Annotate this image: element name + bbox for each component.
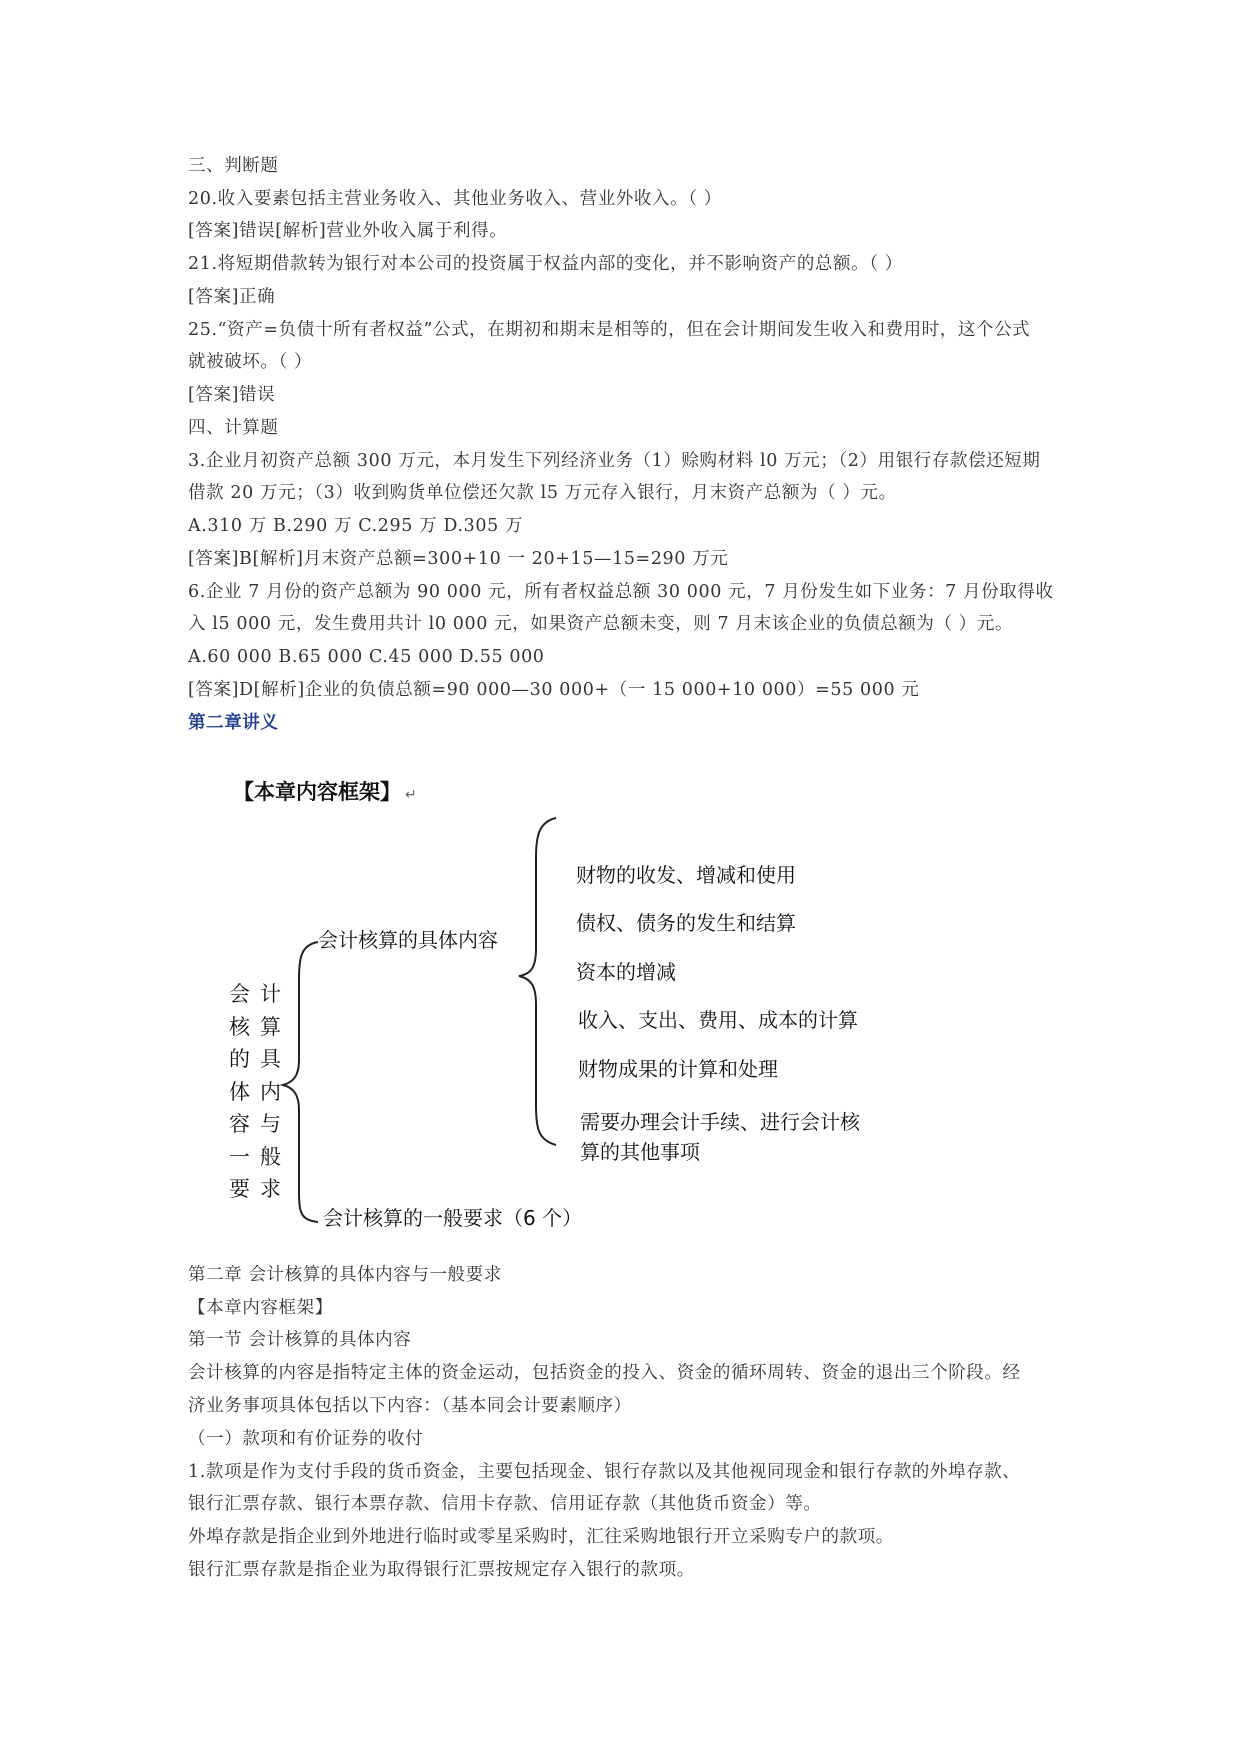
chapter-2-title: 第二章 会计核算的具体内容与一般要求 [188, 1265, 502, 1285]
paragraph-4: 银行汇票存款是指企业为取得银行汇票按规定存入银行的款项。 [188, 1560, 695, 1580]
branch-general-requirements: 会计核算的一般要求（6 个） [323, 1206, 583, 1230]
question-3-line2: 借款 20 万元；（3）收到购货单位偿还欠款 l5 万元存入银行，月末资产总额为（ ）元。 [188, 483, 897, 503]
chapter-2-link[interactable]: 第二章讲义 [188, 713, 279, 733]
question-3-options: A.310 万 B.290 万 C.295 万 D.305 万 [188, 516, 524, 536]
question-20: 20.收入要素包括主营业务收入、其他业务收入、营业外收入。（ ） [188, 189, 722, 209]
diagram-heading: 【本章内容框架】 ↵ [233, 780, 417, 804]
return-mark-icon: ↵ [405, 787, 417, 803]
item-results: 财物成果的计算和处理 [578, 1057, 778, 1081]
question-6-line2: 入 l5 000 元，发生费用共计 l0 000 元，如果资产总额未变，则 7 月末该企业的负债总额为（ ）元。 [188, 614, 1014, 634]
answer-25: [答案]错误 [188, 385, 276, 405]
answer-6: [答案]D[解析]企业的负债总额=90 000—30 000+（一 15 000+10 000）=55 000 元 [188, 680, 920, 700]
chapter-framework-heading: 【本章内容框架】 [188, 1298, 333, 1318]
right-brace-icon [519, 818, 556, 1145]
paragraph-2-line1: 1.款项是作为支付手段的货币资金，主要包括现金、银行存款以及其他视同现金和银行存款的外埠存款、 [188, 1462, 1021, 1482]
question-6-line1: 6.企业 7 月份的资产总额为 90 000 元，所有者权益总额 30 000 元，7 月份发生如下业务：7 月份取得收 [188, 582, 1054, 602]
paragraph-1-line1: 会计核算的内容是指特定主体的资金运动，包括资金的投入、资金的循环周转、资金的退出三个阶段。经 [188, 1363, 1021, 1383]
paragraph-3: 外埠存款是指企业到外地进行临时或零星采购时，汇往采购地银行开立采购专户的款项。 [188, 1527, 894, 1547]
section-heading-judgement: 三、判断题 [188, 156, 279, 176]
question-3-line1: 3.企业月初资产总额 300 万元，本月发生下列经济业务（1）赊购材料 l0 万元；（2）用银行存款偿还短期 [188, 451, 1041, 471]
answer-3: [答案]B[解析]月末资产总额=300+10 一 20+15—15=290 万元 [188, 549, 729, 569]
subsection-1-title: （一）款项和有价证券的收付 [188, 1429, 424, 1449]
answer-20: [答案]错误[解析]营业外收入属于利得。 [188, 221, 508, 241]
question-6-options: A.60 000 B.65 000 C.45 000 D.55 000 [188, 647, 545, 667]
question-25-line2: 就被破坏。（ ） [188, 352, 313, 372]
section-1-title: 第一节 会计核算的具体内容 [188, 1330, 412, 1350]
answer-21: [答案]正确 [188, 287, 276, 307]
item-income-cost: 收入、支出、费用、成本的计算 [578, 1008, 858, 1032]
item-property: 财物的收发、增减和使用 [576, 863, 796, 887]
branch-specific-content: 会计核算的具体内容 [318, 928, 498, 952]
section-heading-calculation: 四、计算题 [188, 418, 279, 438]
paragraph-2-line2: 银行汇票存款、银行本票存款、信用卡存款、信用证存款（其他货币资金）等。 [188, 1494, 822, 1514]
item-other-line2: 算的其他事项 [580, 1140, 700, 1164]
left-brace-icon [283, 942, 318, 1222]
diagram-root-title: 会 计 核 算 的 具 体 内 容 与 一 般 要 求 [229, 982, 281, 1201]
question-25-line1: 25.“资产=负债十所有者权益”公式，在期初和期末是相等的，但在会计期间发生收入和费用时，这个公式 [188, 320, 1031, 340]
question-21: 21.将短期借款转为银行对本公司的投资属于权益内部的变化，并不影响资产的总额。（ ） [188, 254, 903, 274]
paragraph-1-line2: 济业务事项具体包括以下内容：（基本同会计要素顺序） [188, 1396, 632, 1416]
item-claims-debts: 债权、债务的发生和结算 [576, 911, 796, 935]
item-other-line1: 需要办理会计手续、进行会计核 [580, 1110, 860, 1134]
item-capital: 资本的增减 [576, 960, 676, 984]
